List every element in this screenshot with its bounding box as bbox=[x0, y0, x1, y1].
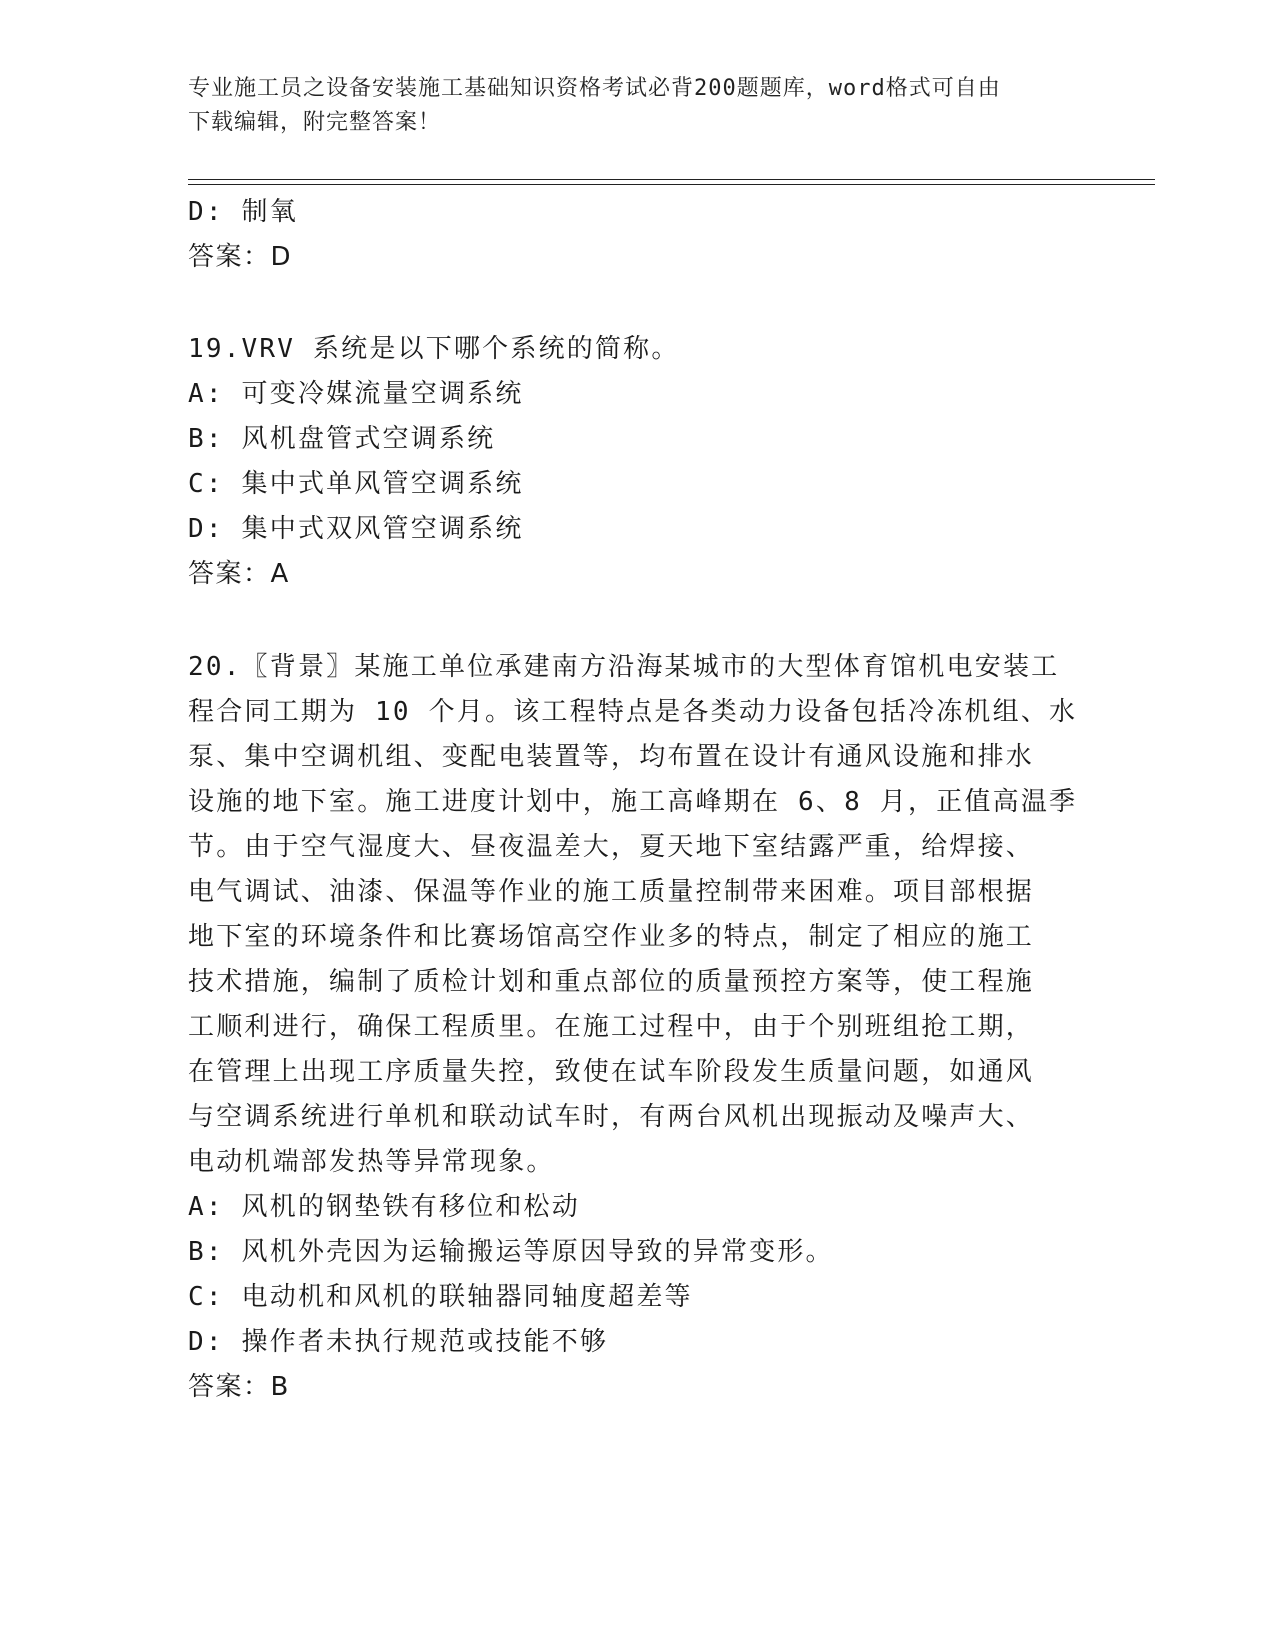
prev-answer: 答案：D bbox=[188, 242, 293, 272]
q20-line-7: 地下室的环境条件和比赛场馆高空作业多的特点，制定了相应的施工 bbox=[188, 922, 1035, 952]
document-header bbox=[188, 72, 1088, 140]
q20-option-b: B: 风机外壳因为运输搬运等原因导致的异常变形。 bbox=[188, 1237, 834, 1267]
spacer bbox=[188, 280, 1088, 327]
q20-line-11: 与空调系统进行单机和联动试车时，有两台风机出现振动及噪声大、 bbox=[188, 1102, 1035, 1132]
q20-line-8: 技术措施，编制了质检计划和重点部位的质量预控方案等，使工程施 bbox=[188, 967, 1035, 997]
q19-option-d: D: 集中式双风管空调系统 bbox=[188, 514, 524, 544]
q20-line-3: 泵、集中空调机组、变配电装置等，均布置在设计有通风设施和排水 bbox=[188, 742, 1035, 772]
spacer bbox=[188, 597, 1088, 645]
prev-option-d: D: 制氧 bbox=[188, 197, 298, 227]
q20-line-10: 在管理上出现工序质量失控，致使在试车阶段发生质量问题，如通风 bbox=[188, 1057, 1035, 1087]
q19-answer: 答案：A bbox=[188, 559, 290, 589]
document-body bbox=[188, 190, 1088, 1410]
q19-option-b: B: 风机盘管式空调系统 bbox=[188, 424, 496, 454]
q20-option-a: A: 风机的钢垫铁有移位和松动 bbox=[188, 1192, 580, 1222]
q19-question: 19.VRV 系统是以下哪个系统的简称。 bbox=[188, 334, 680, 364]
q19-option-a: A: 可变冷媒流量空调系统 bbox=[188, 379, 524, 409]
header-line-1: 专业施工员之设备安装施工基础知识资格考试必背200题题库，word格式可自由 bbox=[188, 76, 1001, 101]
q20-option-d: D: 操作者未执行规范或技能不够 bbox=[188, 1327, 609, 1357]
q20-line-2: 程合同工期为 10 个月。该工程特点是各类动力设备包括冷冻机组、水 bbox=[188, 697, 1078, 727]
q20-line-12: 电动机端部发热等异常现象。 bbox=[188, 1147, 555, 1177]
q20-answer: 答案：B bbox=[188, 1372, 290, 1402]
q20-line-6: 电气调试、油漆、保温等作业的施工质量控制带来困难。项目部根据 bbox=[188, 877, 1035, 907]
q20-line-1: 20.〖背景〗某施工单位承建南方沿海某城市的大型体育馆机电安装工 bbox=[188, 652, 1060, 682]
header-line-2: 下载编辑，附完整答案！ bbox=[188, 110, 442, 135]
q20-line-9: 工顺利进行，确保工程质里。在施工过程中，由于个别班组抢工期， bbox=[188, 1012, 1035, 1042]
q20-option-c: C: 电动机和风机的联轴器同轴度超差等 bbox=[188, 1282, 693, 1312]
header-divider-bottom bbox=[188, 184, 1155, 185]
q20-line-4: 设施的地下室。施工进度计划中，施工高峰期在 6、8 月，正值高温季 bbox=[188, 787, 1078, 817]
header-divider-top bbox=[188, 179, 1155, 180]
q19-option-c: C: 集中式单风管空调系统 bbox=[188, 469, 524, 499]
q20-line-5: 节。由于空气湿度大、昼夜温差大，夏天地下室结露严重，给焊接、 bbox=[188, 832, 1035, 862]
